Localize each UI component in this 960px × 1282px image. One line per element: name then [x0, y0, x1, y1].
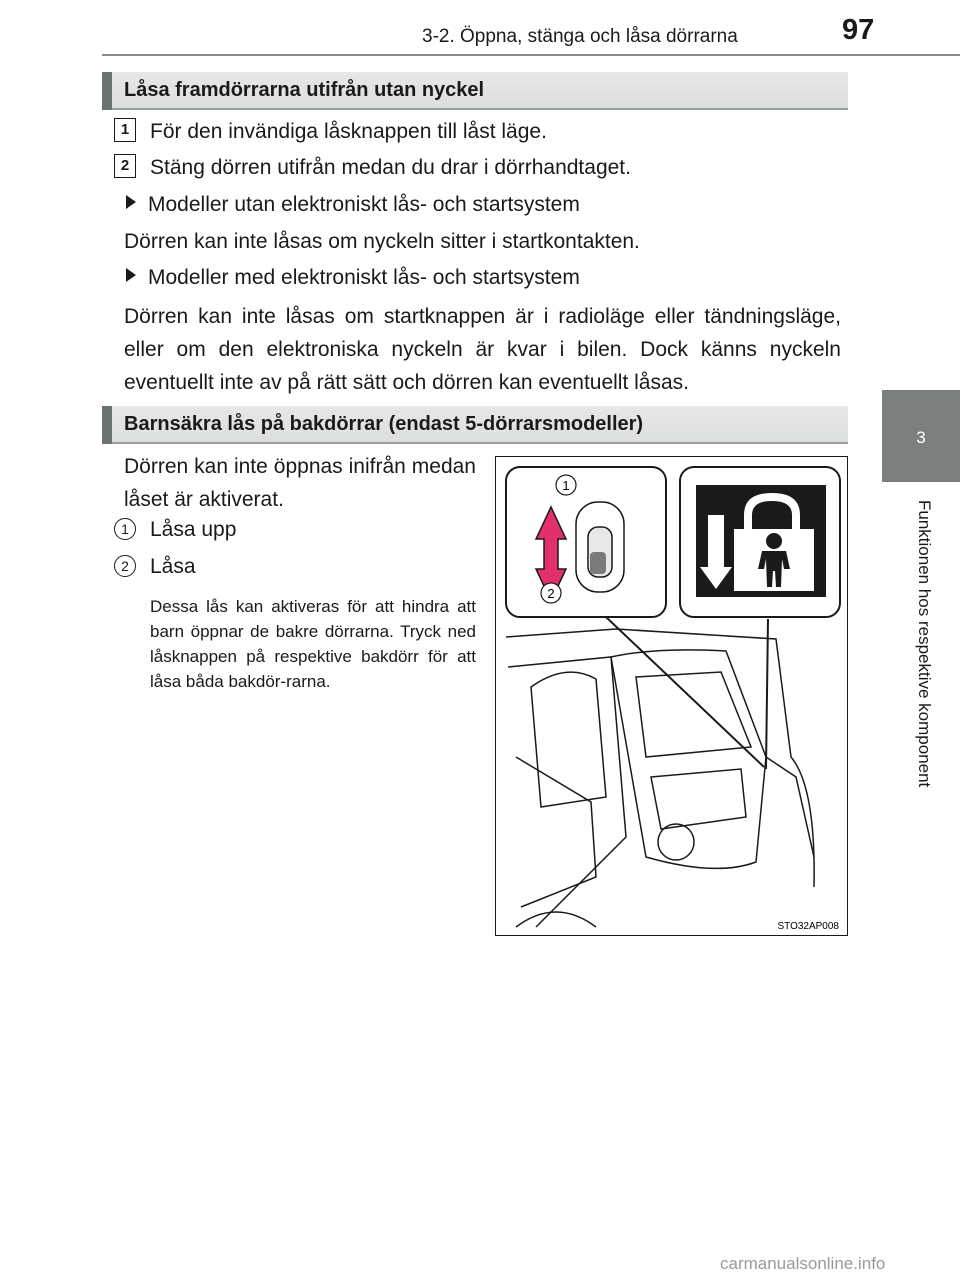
- step-number: 2: [114, 154, 136, 178]
- child-lock-illustration: [495, 456, 848, 936]
- bullet-without-smart-key: [126, 193, 580, 217]
- page-number: 97: [842, 14, 875, 46]
- section-heading-front-doors: [102, 72, 848, 110]
- header-rule: [102, 54, 960, 56]
- heading-bar: [102, 72, 112, 110]
- step-text: Stäng dörren utifrån medan du drar i dörrhandtaget.: [150, 156, 631, 179]
- marker-2-text: 2: [547, 586, 555, 601]
- callout-text: Låsa upp: [150, 518, 237, 541]
- paragraph-child-lock: Dörren kan inte öppnas inifrån medan låset är aktiverat.: [124, 455, 476, 511]
- header-title: 3-2. Öppna, stänga och låsa dörrarna: [422, 26, 738, 47]
- step-number: 1: [114, 118, 136, 142]
- figure-code: STO32AP008: [777, 921, 839, 932]
- triangle-bullet-icon: [126, 268, 136, 282]
- paragraph-smart-key: Dörren kan inte låsas om startknappen är i radioläge eller tändningsläge, eller om den elektroniska nyckeln är kvar i bilen. Dock känns nyckeln eventuellt inte av på rätt sätt och dörren kan eventuellt låsas.: [124, 305, 841, 394]
- section-heading-text: Låsa framdörrarna utifrån utan nyckel: [124, 79, 485, 101]
- callout-number: 1: [114, 518, 136, 540]
- note-child-lock: Dessa lås kan aktiveras för att hindra att barn öppnar de bakre dörrarna. Tryck ned låsknappen på respektive bakdörr för att låsa båda bakdör-rarna.: [150, 597, 476, 691]
- section-heading-child-locks: [102, 406, 848, 444]
- paragraph-ignition: Dörren kan inte låsas om nyckeln sitter i startkontakten.: [124, 230, 640, 253]
- triangle-bullet-icon: [126, 195, 136, 209]
- marker-1-text: 1: [562, 478, 570, 493]
- bullet-with-smart-key: [126, 266, 580, 290]
- heading-bar: [102, 406, 112, 444]
- section-heading-text: Barnsäkra lås på bakdörrar (endast 5-dörrarsmodeller): [124, 413, 644, 435]
- chapter-tab: [882, 390, 960, 482]
- chapter-number: 3: [916, 428, 926, 447]
- callout-text: Låsa: [150, 555, 196, 578]
- bullet-text: Modeller med elektroniskt lås- och startsystem: [148, 266, 580, 289]
- callout-number: 2: [114, 555, 136, 577]
- lock-slot-detail: [576, 502, 624, 592]
- chapter-title: Funktionen hos respektive komponent: [915, 500, 934, 788]
- step-text: För den invändiga låsknappen till låst läge.: [150, 120, 547, 143]
- leader-lines: [606, 617, 768, 769]
- bullet-text: Modeller utan elektroniskt lås- och startsystem: [148, 193, 580, 216]
- illustration-svg: [496, 457, 847, 935]
- watermark: carmanualsonline.info: [720, 1254, 886, 1273]
